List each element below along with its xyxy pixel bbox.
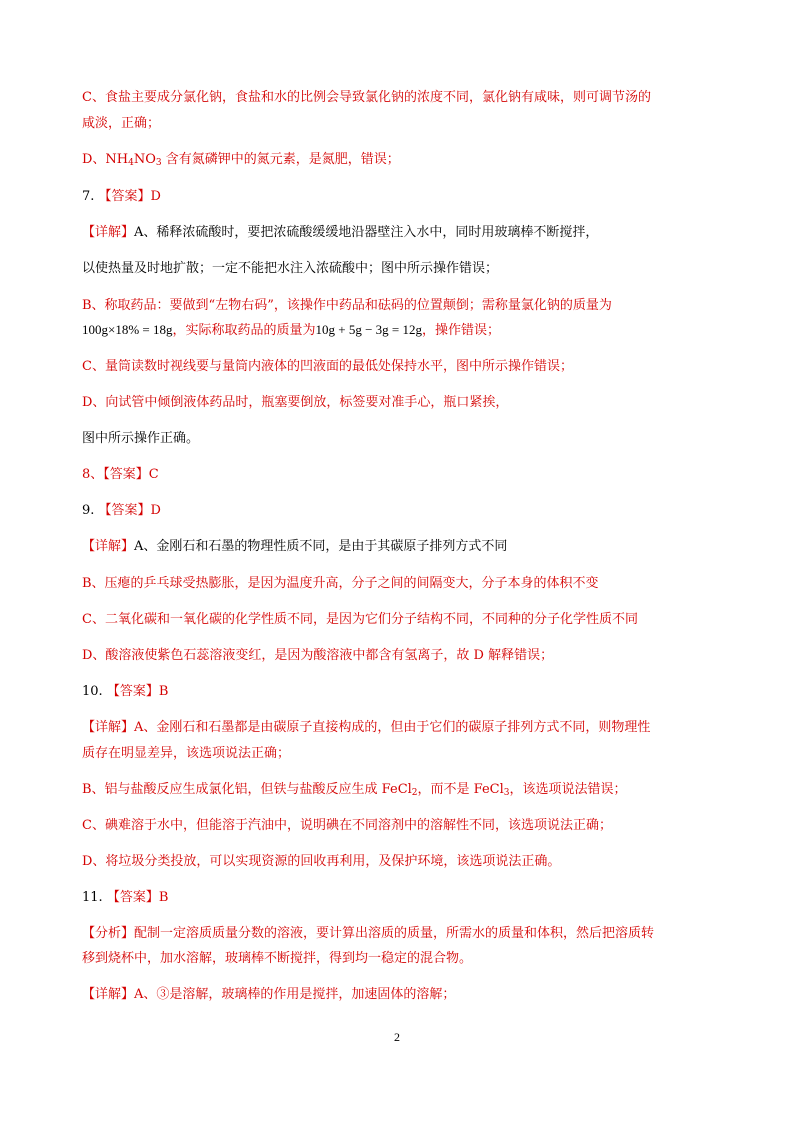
q7-detail-a-line1: 【详解】A、稀释浓硫酸时，要把浓硫酸缓缓地沿器壁注入水中，同时用玻璃棒不断搅拌， xyxy=(82,225,599,240)
q9-option-d: D、酸溶液使紫色石蕊溶液变红，是因为酸溶液中都含有氢离子，故 D 解释错误； xyxy=(82,648,554,663)
q11-answer: 11. 【答案】B xyxy=(82,890,169,905)
q11-detail-a: 【详解】A、③是溶解，玻璃棒的作用是搅拌，加速固体的溶解； xyxy=(82,987,456,1002)
q10-option-d: D、将垃圾分类投放，可以实现资源的回收再利用，及保护环境，该选项说法正确。 xyxy=(82,854,561,869)
page-number: 2 xyxy=(394,1030,400,1044)
q6-option-c-line2: 咸淡，正确； xyxy=(82,116,161,131)
q11-analysis-line1: 【分析】配制一定溶质质量分数的溶液，要计算出溶质的质量，所需水的质量和体积，然后把溶质转 xyxy=(82,926,655,941)
q7-option-c: C、量筒读数时视线要与量筒内液体的凹液面的最低处保持水平，图中所示操作错误； xyxy=(82,359,573,374)
q9-option-b: B、压瘪的乒乓球受热膨胀，是因为温度升高，分子之间的间隔变大，分子本身的体积不变 xyxy=(82,576,599,591)
q9-option-c: C、二氧化碳和一氧化碳的化学性质不同，是因为它们分子结构不同，不同种的分子化学性质不同 xyxy=(82,612,638,627)
q7-option-b-line1: B、称取药品：要做到“左物右码”，该操作中药品和砝码的位置颠倒；需称量氯化钠的质量为 xyxy=(82,298,612,313)
q10-detail-a-line2: 质存在明显差异，该选项说法正确； xyxy=(82,746,291,761)
q7-option-b-line2: 100g×18% = 18g，实际称取药品的质量为10g + 5g − 3g = 12g，操作错误； xyxy=(82,322,501,338)
q7-option-d-line2: 图中所示操作正确。 xyxy=(82,431,200,446)
q11-analysis-line2: 移到烧杯中，加水溶解，玻璃棒不断搅拌，得到均一稳定的混合物。 xyxy=(82,951,473,966)
q10-option-b: B、铝与盐酸反应生成氯化铝，但铁与盐酸反应生成 FeCl$_2$，而不是 FeCl$_3$，该选项说法错误； xyxy=(82,782,627,798)
q6-option-c-line1: C、食盐主要成分氯化钠，食盐和水的比例会导致氯化钠的浓度不同，氯化钠有咸味，则可调节汤的 xyxy=(82,90,651,105)
q8-answer: 8、【答案】C xyxy=(82,467,159,482)
q9-answer: 9. 【答案】D xyxy=(82,503,161,518)
q7-answer: 7. 【答案】D xyxy=(82,189,161,204)
q7-detail-a-line2: 以使热量及时地扩散；一定不能把水注入浓硫酸中；图中所示操作错误； xyxy=(82,261,499,276)
q10-detail-a-line1: 【详解】A、金刚石和石墨都是由碳原子直接构成的，但由于它们的碳原子排列方式不同，则物理性 xyxy=(82,720,651,735)
q10-answer: 10. 【答案】B xyxy=(82,684,169,699)
q9-detail-a: 【详解】A、金刚石和石墨的物理性质不同，是由于其碳原子排列方式不同 xyxy=(82,539,508,554)
q6-option-d: D、$NH_4NO_3$ 含有氮磷钾中的氮元素，是氮肥，错误； xyxy=(82,152,400,168)
q10-option-c: C、碘难溶于水中，但能溶于汽油中，说明碘在不同溶剂中的溶解性不同，该选项说法正确； xyxy=(82,818,612,833)
q7-option-d-line1: D、向试管中倾倒液体药品时，瓶塞要倒放，标签要对准手心，瓶口紧挨， xyxy=(82,395,509,410)
